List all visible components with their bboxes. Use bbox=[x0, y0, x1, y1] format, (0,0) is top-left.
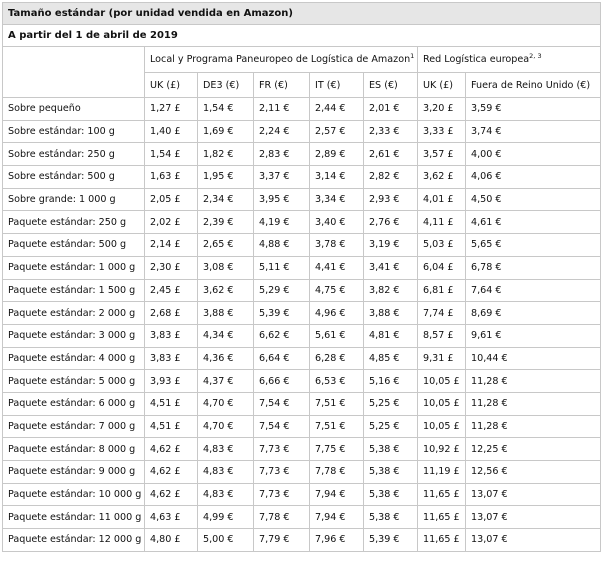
fee-cell: 7,94 € bbox=[310, 506, 364, 529]
fee-cell: 4,62 £ bbox=[145, 483, 198, 506]
fee-cell: 1,69 € bbox=[198, 120, 254, 143]
fee-cell: 4,62 £ bbox=[145, 461, 198, 484]
fee-cell: 2,39 € bbox=[198, 211, 254, 234]
table-row bbox=[3, 234, 601, 257]
size-tier-cell: Sobre grande: 1 000 g bbox=[3, 188, 145, 211]
fee-cell: 1,63 £ bbox=[145, 166, 198, 189]
fee-cell: 1,95 € bbox=[198, 166, 254, 189]
fee-cell: 2,01 € bbox=[364, 98, 418, 121]
fee-cell: 7,54 € bbox=[254, 415, 310, 438]
size-tier-cell: Paquete estándar: 250 g bbox=[3, 211, 145, 234]
group-header-local-label: Local y Programa Paneuropeo de Logística de Amazon bbox=[150, 54, 411, 65]
fee-cell: 6,28 € bbox=[310, 347, 364, 370]
fee-cell: 2,82 € bbox=[364, 166, 418, 189]
column-header: Fuera de Reino Unido (€) bbox=[466, 73, 601, 98]
table-row bbox=[3, 370, 601, 393]
size-tier-cell: Paquete estándar: 2 000 g bbox=[3, 302, 145, 325]
fee-cell: 7,79 € bbox=[254, 529, 310, 552]
fee-cell: 2,93 € bbox=[364, 188, 418, 211]
fee-cell: 2,14 £ bbox=[145, 234, 198, 257]
fee-cell: 3,59 € bbox=[466, 98, 601, 121]
column-header: FR (€) bbox=[254, 73, 310, 98]
size-tier-cell: Paquete estándar: 12 000 g bbox=[3, 529, 145, 552]
fee-cell: 5,29 € bbox=[254, 279, 310, 302]
group-header-local-paneuropean bbox=[145, 47, 418, 73]
fee-cell: 10,44 € bbox=[466, 347, 601, 370]
fee-cell: 7,73 € bbox=[254, 483, 310, 506]
fee-cell: 3,40 € bbox=[310, 211, 364, 234]
fee-cell: 7,74 £ bbox=[418, 302, 466, 325]
fee-cell: 10,92 £ bbox=[418, 438, 466, 461]
fee-cell: 3,74 € bbox=[466, 120, 601, 143]
table-title: Tamaño estándar (por unidad vendida en Amazon) bbox=[3, 3, 601, 25]
fee-cell: 4,37 € bbox=[198, 370, 254, 393]
table-row bbox=[3, 302, 601, 325]
fee-cell: 8,57 £ bbox=[418, 324, 466, 347]
size-tier-cell: Paquete estándar: 6 000 g bbox=[3, 392, 145, 415]
fee-cell: 12,56 € bbox=[466, 461, 601, 484]
size-tier-cell: Sobre estándar: 500 g bbox=[3, 166, 145, 189]
fee-cell: 7,78 € bbox=[310, 461, 364, 484]
fee-cell: 4,19 € bbox=[254, 211, 310, 234]
fee-cell: 3,82 € bbox=[364, 279, 418, 302]
fee-cell: 2,89 € bbox=[310, 143, 364, 166]
fee-cell: 4,51 £ bbox=[145, 415, 198, 438]
fee-cell: 5,16 € bbox=[364, 370, 418, 393]
fee-cell: 3,14 € bbox=[310, 166, 364, 189]
fee-cell: 4,62 £ bbox=[145, 438, 198, 461]
fee-cell: 6,78 € bbox=[466, 256, 601, 279]
column-header: IT (€) bbox=[310, 73, 364, 98]
fee-cell: 3,83 £ bbox=[145, 324, 198, 347]
table-row bbox=[3, 415, 601, 438]
group-header-european-network bbox=[418, 47, 601, 73]
fee-cell: 7,96 € bbox=[310, 529, 364, 552]
fee-cell: 4,51 £ bbox=[145, 392, 198, 415]
table-row bbox=[3, 438, 601, 461]
fee-cell: 11,65 £ bbox=[418, 529, 466, 552]
fee-cell: 7,73 € bbox=[254, 438, 310, 461]
fee-cell: 5,61 € bbox=[310, 324, 364, 347]
table-row bbox=[3, 347, 601, 370]
fee-cell: 7,51 € bbox=[310, 392, 364, 415]
fee-cell: 2,30 £ bbox=[145, 256, 198, 279]
fee-cell: 4,34 € bbox=[198, 324, 254, 347]
table-row bbox=[3, 98, 601, 121]
fee-cell: 5,38 € bbox=[364, 483, 418, 506]
fee-cell: 6,64 € bbox=[254, 347, 310, 370]
size-tier-cell: Paquete estándar: 8 000 g bbox=[3, 438, 145, 461]
group-header-local-footnote: 1 bbox=[410, 52, 415, 60]
fee-cell: 4,81 € bbox=[364, 324, 418, 347]
fee-cell: 7,94 € bbox=[310, 483, 364, 506]
size-tier-cell: Paquete estándar: 1 000 g bbox=[3, 256, 145, 279]
column-header: DE3 (€) bbox=[198, 73, 254, 98]
fee-cell: 4,61 € bbox=[466, 211, 601, 234]
fee-cell: 2,24 € bbox=[254, 120, 310, 143]
fee-cell: 3,62 € bbox=[198, 279, 254, 302]
column-header: ES (€) bbox=[364, 73, 418, 98]
fee-cell: 4,80 £ bbox=[145, 529, 198, 552]
table-row bbox=[3, 143, 601, 166]
size-tier-cell: Paquete estándar: 500 g bbox=[3, 234, 145, 257]
fee-cell: 2,68 £ bbox=[145, 302, 198, 325]
fee-cell: 2,44 € bbox=[310, 98, 364, 121]
fee-cell: 3,88 € bbox=[364, 302, 418, 325]
fee-cell: 11,28 € bbox=[466, 415, 601, 438]
table-row bbox=[3, 461, 601, 484]
fee-cell: 8,69 € bbox=[466, 302, 601, 325]
size-tier-cell: Paquete estándar: 9 000 g bbox=[3, 461, 145, 484]
table-row bbox=[3, 188, 601, 211]
fee-cell: 2,33 € bbox=[364, 120, 418, 143]
fee-cell: 5,38 € bbox=[364, 506, 418, 529]
fee-cell: 11,28 € bbox=[466, 392, 601, 415]
fee-cell: 2,34 € bbox=[198, 188, 254, 211]
fee-cell: 13,07 € bbox=[466, 506, 601, 529]
fee-cell: 3,93 £ bbox=[145, 370, 198, 393]
fee-cell: 4,83 € bbox=[198, 461, 254, 484]
fee-cell: 3,33 £ bbox=[418, 120, 466, 143]
fee-cell: 3,62 £ bbox=[418, 166, 466, 189]
fee-cell: 6,04 £ bbox=[418, 256, 466, 279]
table-row bbox=[3, 506, 601, 529]
fee-cell: 10,05 £ bbox=[418, 370, 466, 393]
fee-cell: 11,65 £ bbox=[418, 483, 466, 506]
fee-cell: 3,95 € bbox=[254, 188, 310, 211]
group-header-european-label: Red Logística europea bbox=[423, 54, 530, 65]
fee-cell: 4,41 € bbox=[310, 256, 364, 279]
date-label: A partir del 1 de abril de 2019 bbox=[3, 25, 601, 47]
fee-cell: 10,05 £ bbox=[418, 392, 466, 415]
fee-cell: 2,76 € bbox=[364, 211, 418, 234]
fee-cell: 1,40 £ bbox=[145, 120, 198, 143]
fee-cell: 4,50 € bbox=[466, 188, 601, 211]
fee-cell: 4,06 € bbox=[466, 166, 601, 189]
fee-table-container bbox=[2, 2, 600, 552]
fee-table bbox=[2, 2, 601, 552]
size-tier-cell: Paquete estándar: 4 000 g bbox=[3, 347, 145, 370]
table-row bbox=[3, 529, 601, 552]
fee-cell: 2,61 € bbox=[364, 143, 418, 166]
size-tier-cell: Paquete estándar: 7 000 g bbox=[3, 415, 145, 438]
fee-cell: 4,83 € bbox=[198, 483, 254, 506]
fee-cell: 2,65 € bbox=[198, 234, 254, 257]
group-header-european-footnote: 2, 3 bbox=[529, 52, 542, 60]
fee-cell: 7,51 € bbox=[310, 415, 364, 438]
fee-cell: 4,70 € bbox=[198, 415, 254, 438]
fee-cell: 2,11 € bbox=[254, 98, 310, 121]
table-row bbox=[3, 392, 601, 415]
fee-cell: 9,61 € bbox=[466, 324, 601, 347]
table-row bbox=[3, 120, 601, 143]
fee-cell: 11,28 € bbox=[466, 370, 601, 393]
fee-cell: 4,75 € bbox=[310, 279, 364, 302]
fee-cell: 3,57 £ bbox=[418, 143, 466, 166]
fee-cell: 3,34 € bbox=[310, 188, 364, 211]
fee-cell: 7,78 € bbox=[254, 506, 310, 529]
fee-cell: 5,65 € bbox=[466, 234, 601, 257]
fee-cell: 11,65 £ bbox=[418, 506, 466, 529]
fee-cell: 4,63 £ bbox=[145, 506, 198, 529]
fee-cell: 5,25 € bbox=[364, 415, 418, 438]
fee-cell: 1,54 € bbox=[198, 98, 254, 121]
size-tier-cell: Sobre estándar: 250 g bbox=[3, 143, 145, 166]
fee-cell: 10,05 £ bbox=[418, 415, 466, 438]
size-header-cell bbox=[3, 47, 145, 98]
size-tier-cell: Paquete estándar: 3 000 g bbox=[3, 324, 145, 347]
fee-cell: 2,83 € bbox=[254, 143, 310, 166]
fee-cell: 2,02 £ bbox=[145, 211, 198, 234]
fee-cell: 2,05 £ bbox=[145, 188, 198, 211]
size-tier-cell: Paquete estándar: 10 000 g bbox=[3, 483, 145, 506]
fee-cell: 4,01 £ bbox=[418, 188, 466, 211]
fee-cell: 4,99 € bbox=[198, 506, 254, 529]
fee-cell: 4,11 £ bbox=[418, 211, 466, 234]
size-tier-cell: Paquete estándar: 5 000 g bbox=[3, 370, 145, 393]
fee-cell: 3,83 £ bbox=[145, 347, 198, 370]
fee-cell: 6,66 € bbox=[254, 370, 310, 393]
fee-cell: 1,82 € bbox=[198, 143, 254, 166]
table-row bbox=[3, 166, 601, 189]
column-header: UK (£) bbox=[418, 73, 466, 98]
fee-cell: 6,81 £ bbox=[418, 279, 466, 302]
fee-cell: 11,19 £ bbox=[418, 461, 466, 484]
table-row bbox=[3, 483, 601, 506]
column-header: UK (£) bbox=[145, 73, 198, 98]
fee-cell: 5,38 € bbox=[364, 438, 418, 461]
fee-cell: 12,25 € bbox=[466, 438, 601, 461]
table-row bbox=[3, 211, 601, 234]
size-tier-cell: Sobre pequeño bbox=[3, 98, 145, 121]
size-tier-cell: Paquete estándar: 1 500 g bbox=[3, 279, 145, 302]
fee-cell: 5,11 € bbox=[254, 256, 310, 279]
table-row bbox=[3, 279, 601, 302]
fee-cell: 3,20 £ bbox=[418, 98, 466, 121]
fee-cell: 5,25 € bbox=[364, 392, 418, 415]
fee-cell: 3,08 € bbox=[198, 256, 254, 279]
fee-cell: 9,31 £ bbox=[418, 347, 466, 370]
fee-cell: 3,78 € bbox=[310, 234, 364, 257]
fee-cell: 6,53 € bbox=[310, 370, 364, 393]
fee-cell: 4,96 € bbox=[310, 302, 364, 325]
fee-cell: 1,27 £ bbox=[145, 98, 198, 121]
fee-cell: 5,00 € bbox=[198, 529, 254, 552]
fee-cell: 5,39 € bbox=[254, 302, 310, 325]
fee-cell: 7,54 € bbox=[254, 392, 310, 415]
size-tier-cell: Paquete estándar: 11 000 g bbox=[3, 506, 145, 529]
table-row bbox=[3, 324, 601, 347]
fee-cell: 4,85 € bbox=[364, 347, 418, 370]
fee-cell: 13,07 € bbox=[466, 483, 601, 506]
fee-cell: 3,41 € bbox=[364, 256, 418, 279]
fee-cell: 6,62 € bbox=[254, 324, 310, 347]
fee-cell: 13,07 € bbox=[466, 529, 601, 552]
fee-cell: 2,45 £ bbox=[145, 279, 198, 302]
fee-cell: 4,70 € bbox=[198, 392, 254, 415]
fee-cell: 7,64 € bbox=[466, 279, 601, 302]
fee-cell: 5,39 € bbox=[364, 529, 418, 552]
table-row bbox=[3, 256, 601, 279]
size-tier-cell: Sobre estándar: 100 g bbox=[3, 120, 145, 143]
fee-cell: 3,88 € bbox=[198, 302, 254, 325]
fee-cell: 3,37 € bbox=[254, 166, 310, 189]
fee-cell: 7,73 € bbox=[254, 461, 310, 484]
fee-cell: 5,03 £ bbox=[418, 234, 466, 257]
fee-cell: 4,00 € bbox=[466, 143, 601, 166]
fee-cell: 1,54 £ bbox=[145, 143, 198, 166]
fee-cell: 3,19 € bbox=[364, 234, 418, 257]
fee-cell: 2,57 € bbox=[310, 120, 364, 143]
fee-cell: 7,75 € bbox=[310, 438, 364, 461]
fee-cell: 4,88 € bbox=[254, 234, 310, 257]
fee-cell: 5,38 € bbox=[364, 461, 418, 484]
fee-cell: 4,36 € bbox=[198, 347, 254, 370]
fee-cell: 4,83 € bbox=[198, 438, 254, 461]
